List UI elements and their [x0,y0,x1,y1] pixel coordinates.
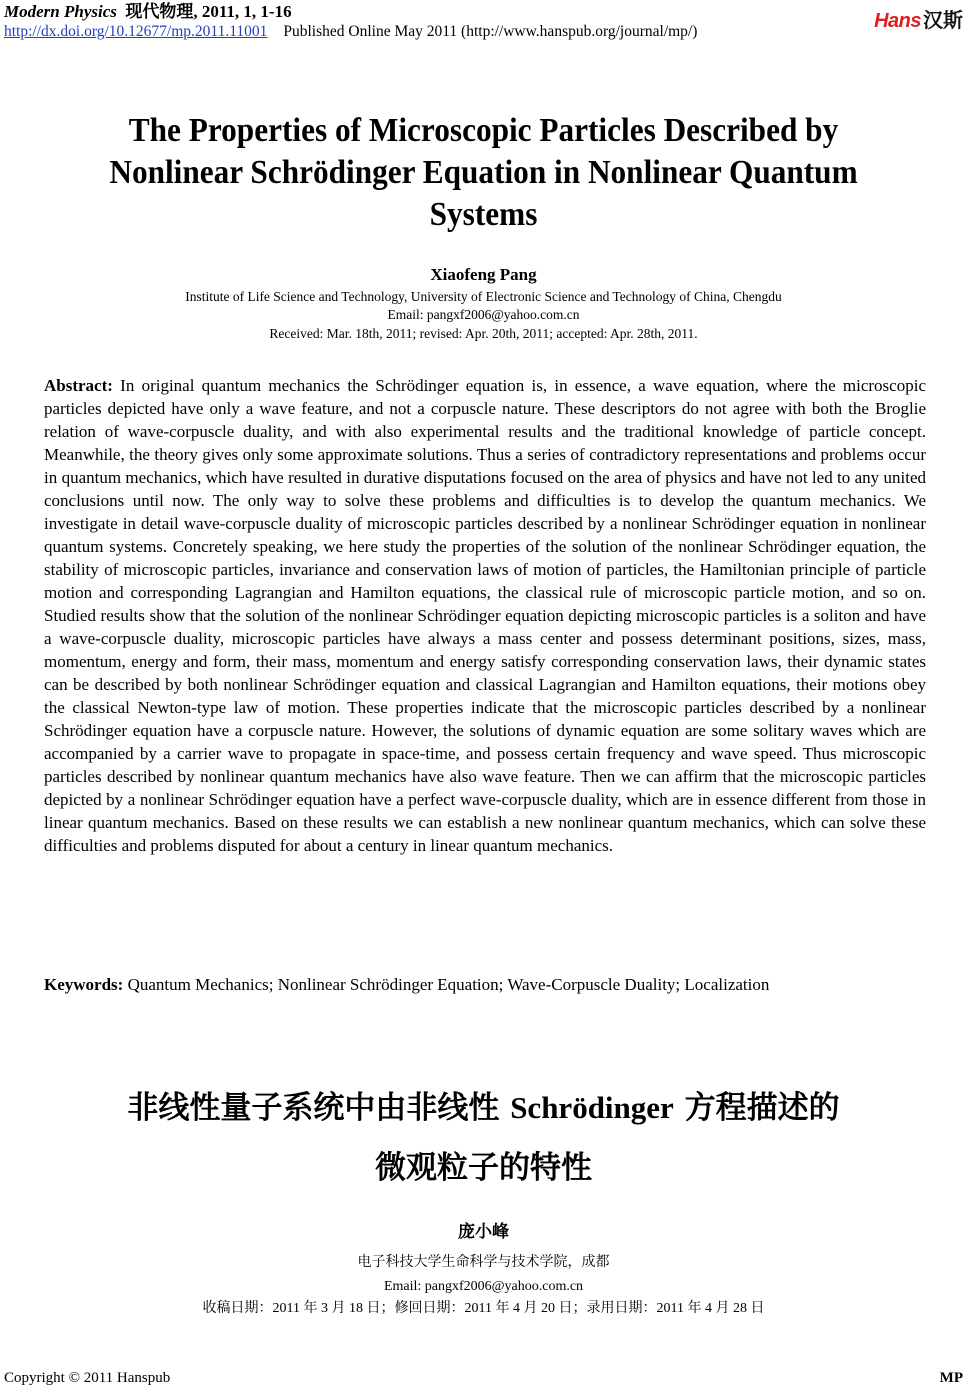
logo-latin: Hans [874,10,921,32]
abstract-text: In original quantum mechanics the Schrödinger equation is, in essence, a wave equation, where the microscopic particles depicted have only a wave feature, and not a corpuscle nature. These descriptors do not agree with both the Broglie relation of wave-corpuscle duality, and with also experimental results and the traditional knowledge of particle concept. Meanwhile, the theory gives only some approximate solutions. Thus a series of contradictory representations and problems occur in quantum mechanics, which have resulted in durative disputations focused on the area of physics and have not led to any united conclusions until now. The only way to solve these problems and difficulties is to develop the quantum mechanics. We investigate in detail wave-corpuscle duality of microscopic particles described by a nonlinear Schrödinger equation in nonlinear quantum systems. Concretely speaking, we here study the properties of the solution of the nonlinear Schrödinger equation, the stability of microscopic particles, invariance and conservation laws of motion of particles, the Hamiltonian principle of particle motion and corresponding Lagrangian and Hamilton equations, the classical rule of microscopic particle motion, and so on. Studied results show that the solution of the nonlinear Schrödinger equation depicting microscopic particles is a soliton and have a wave-corpuscle duality, microscopic particles have always a mass center and possess determinant positions, sizes, mass, momentum, energy and form, their mass, momentum and energy satisfy corresponding conservation laws, their dynamic states can be described by both nonlinear Schrödinger equation and classical Lagrangian and Hamilton equations, their motions obey the classical Newton-type law of motion. These properties indicate that the microscopic particles described by a nonlinear Schrödinger equation have a corpuscle nature. However, the solutions of dynamic equation are some solitary waves which are accompanied by a carrier wave to propagate in space-time, and possess certain frequency and wave speed. Thus microscopic particles described by nonlinear quantum mechanics have also wave feature. Then we can affirm that the microscopic particles depicted by a nonlinear Schrödinger equation have a perfect wave-corpuscle duality, which are in essence different from those in linear quantum mechanics. Based on these results we can establish a new nonlinear quantum mechanics, which can solve these difficulties and problems disputed for about a century in linear quantum mechanics. [44,376,926,855]
journal-name-cn: 现代物理 [125,2,194,21]
chinese-title-part1: 非线性量子系统中由非线性 [127,1090,511,1126]
doi-link[interactable]: http://dx.doi.org/10.12677/mp.2011.11001 [4,23,268,40]
author-email: Email: pangxf2006@yahoo.com.cn [387,307,580,322]
chinese-title-latin: Schrödinger [510,1090,674,1125]
chinese-title-part2: 方程描述的 [673,1090,840,1126]
author-affiliation: Institute of Life Science and Technology, University of Electronic Science and Technology of China, Chengdu [185,289,782,304]
chinese-affiliation: 电子科技大学生命科学与技术学院，成都 [357,1255,610,1270]
journal-volume: , 2011, 1, 1-16 [193,2,292,21]
chinese-title-line2: 微观粒子的特性 [375,1150,592,1186]
logo-cn: 汉斯 [923,10,963,32]
chinese-dates: 收稿日期：2011 年 3 月 18 日；修回日期：2011 年 4 月 20 日；录用日期：2011 年 4 月 28 日 [202,1301,765,1316]
copyright: Copyright © 2011 Hanspub [4,1370,171,1386]
chinese-email: Email: pangxf2006@yahoo.com.cn [383,1279,584,1294]
received-dates: Received: Mar. 18th, 2011; revised: Apr. 20th, 2011; accepted: Apr. 28th, 2011. [269,326,698,341]
keywords-text: Quantum Mechanics; Nonlinear Schrödinger Equation; Wave-Corpuscle Duality; Localization [123,975,770,994]
keywords [44,973,926,996]
abstract [44,374,926,857]
chinese-author-name: 庞小峰 [458,1222,509,1242]
journal-citation [4,2,963,22]
chinese-title [40,1078,927,1198]
keywords-label: Keywords: [44,975,124,994]
chinese-title-line1 [40,1078,927,1138]
publisher-logo [874,4,963,33]
published-online: Published Online May 2011 (http://www.hanspub.org/journal/mp/) [283,23,698,40]
author-name: Xiaofeng Pang [430,265,537,284]
doi-line [4,22,963,42]
page-header [4,2,963,42]
paper-title: The Properties of Microscopic Particles Described by Nonlinear Schrödinger Equation in Nonlinear Quantum Systems [109,112,858,233]
abstract-label: Abstract: [44,376,113,395]
journal-name: Modern Physics [4,2,117,21]
journal-abbreviation: MP [939,1370,963,1386]
